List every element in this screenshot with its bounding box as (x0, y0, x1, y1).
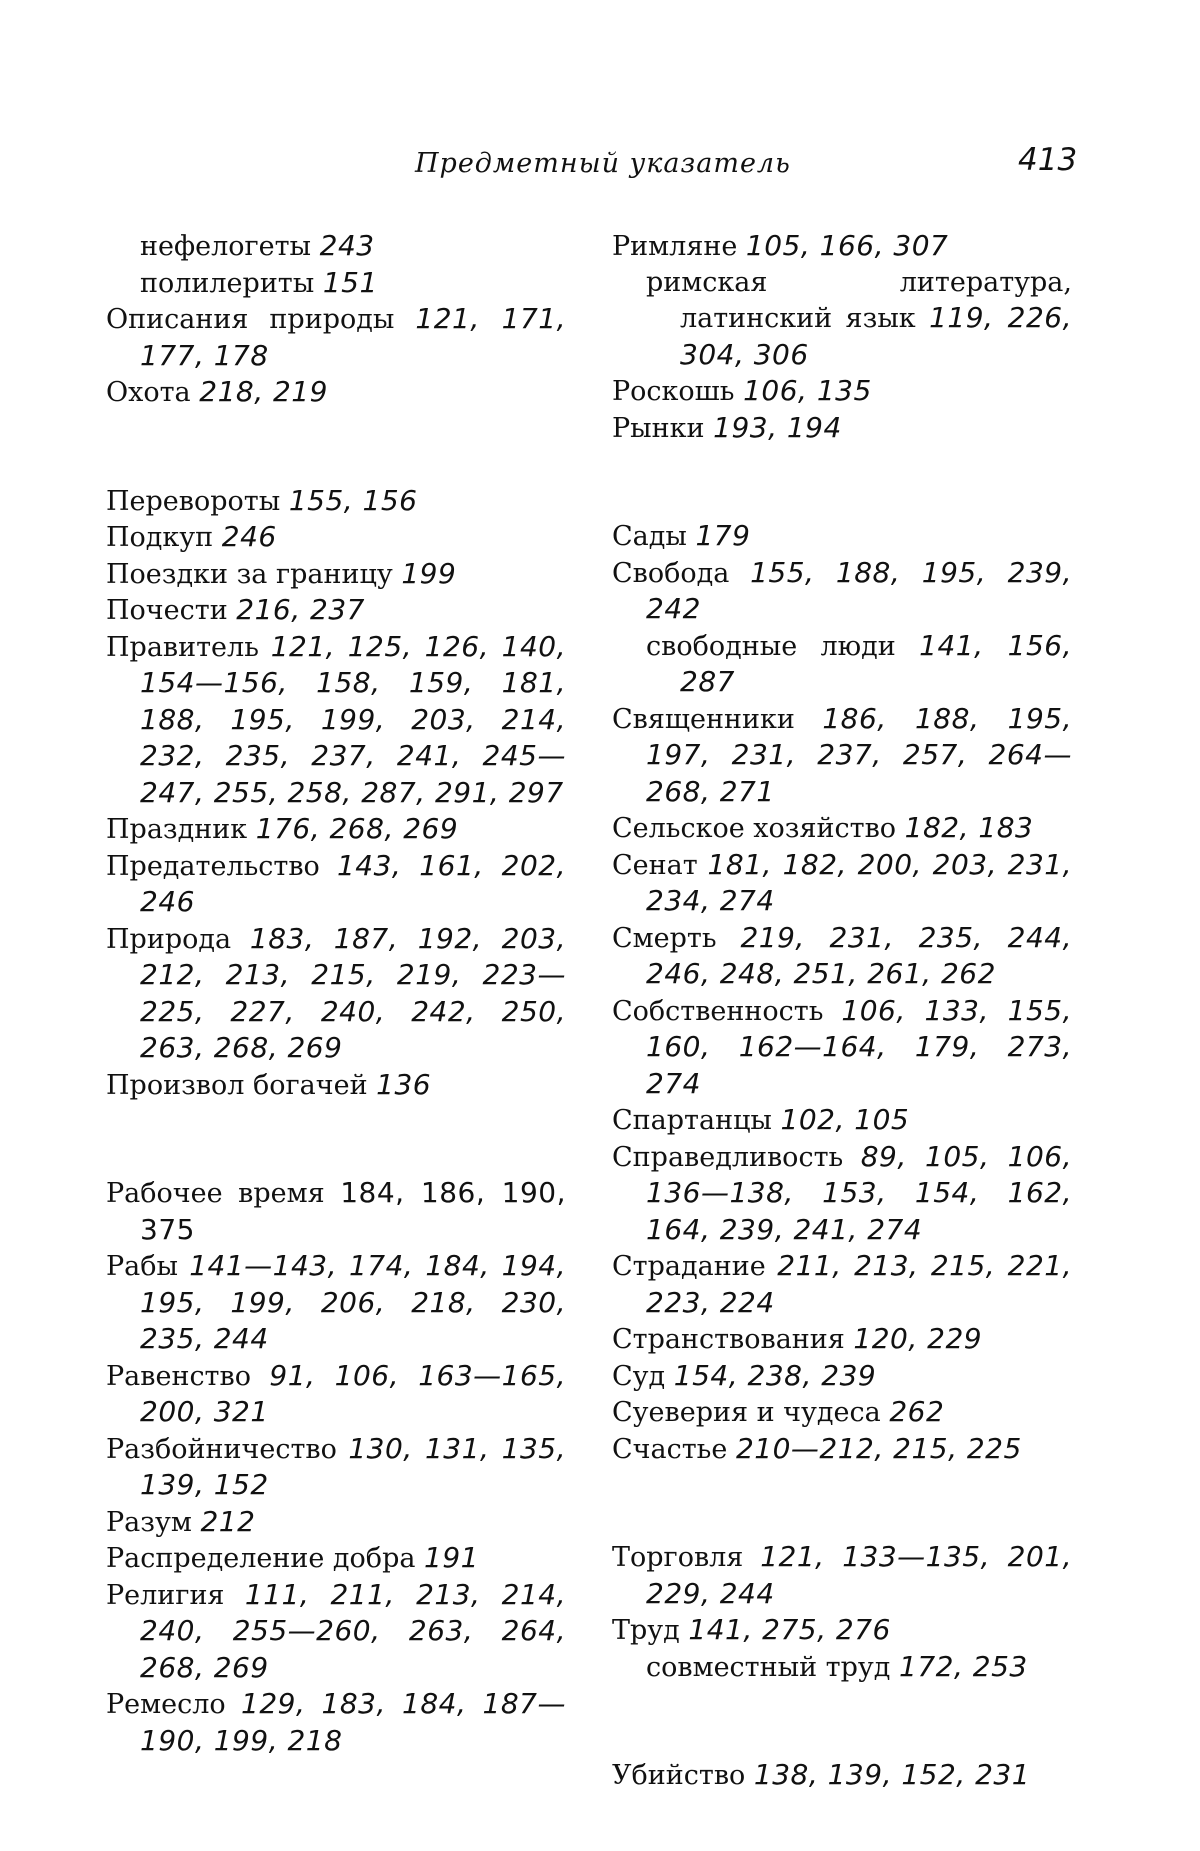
index-term: Счастье (612, 1433, 728, 1465)
index-term: Распределение добра (106, 1543, 416, 1574)
index-term: Ремесло (106, 1689, 226, 1720)
index-page-refs: 176, 268, 269 (255, 812, 459, 845)
index-page-refs: 262 (889, 1395, 945, 1428)
index-page-refs: 210—212, 215, 225 (735, 1431, 1022, 1465)
index-term: Охота (106, 377, 191, 408)
index-term: полилериты (140, 267, 315, 299)
index-page-refs: 136 (376, 1067, 432, 1101)
index-page-refs: 111, 211, 213, 214, 240, 255—260, 263, 264, 268, 269 (140, 1577, 567, 1684)
index-page-refs: 129, 183, 184, 187—190, 199, 218 (140, 1687, 566, 1757)
index-entry (612, 373, 1072, 410)
index-page-refs: 121, 171, 177, 178 (140, 302, 566, 372)
letter-group-gap (106, 1103, 566, 1175)
index-entry (106, 301, 566, 374)
index-entry (106, 629, 566, 812)
index-entry (106, 1358, 566, 1431)
index-term: свободные люди (646, 630, 896, 662)
index-page-refs: 102, 105 (780, 1103, 910, 1136)
index-entry (106, 592, 566, 629)
index-term: Равенство (106, 1360, 251, 1392)
index-entry (612, 993, 1072, 1103)
index-term: Разбойничество (106, 1433, 337, 1465)
index-page-refs: 141—143, 174, 184, 194, 195, 199, 206, 218, 230, 235, 244 (140, 1249, 566, 1355)
index-page-refs: 216, 237 (236, 593, 365, 626)
index-entry (106, 519, 566, 556)
index-page-refs: 179 (695, 519, 751, 552)
index-page-refs: 182, 183 (904, 811, 1034, 844)
index-entry (612, 1394, 1072, 1431)
index-page-refs: 154, 238, 239 (673, 1358, 877, 1392)
index-term: Подкуп (106, 522, 214, 553)
index-term: Убийство (612, 1760, 746, 1791)
index-page-refs: 141, 156, 287 (680, 628, 1072, 698)
index-term: Спартанцы (612, 1105, 772, 1136)
index-entry (106, 483, 566, 520)
index-entry (612, 1358, 1072, 1395)
index-term: Справедливость (612, 1141, 844, 1173)
letter-group-gap (106, 411, 566, 483)
index-term: Рабочее время (106, 1178, 325, 1209)
index-term: Праздник (106, 814, 248, 845)
index-page-refs: 199 (401, 556, 457, 590)
index-entry (612, 701, 1072, 811)
index-term: Почести (106, 595, 228, 626)
index-term: Поездки за границу (106, 558, 393, 590)
index-term: Правитель (106, 631, 259, 663)
index-page-refs: 184, 186, 190, 375 (140, 1176, 566, 1246)
index-page-refs: 143, 161, 202, 246 (140, 848, 566, 918)
index-entry (612, 810, 1072, 847)
index-entry (612, 1539, 1072, 1612)
index-page-refs: 193, 194 (713, 410, 842, 444)
index-entry (106, 1577, 566, 1687)
index-page-refs: 218, 219 (199, 375, 328, 408)
index-term: Собственность (612, 995, 824, 1027)
index-page-refs: 172, 253 (899, 1649, 1028, 1683)
index-term: Сады (612, 521, 687, 552)
index-term: Труд (612, 1615, 680, 1646)
index-page-refs: 121, 133—135, 201, 229, 244 (646, 1540, 1072, 1610)
index-page-refs: 155, 156 (288, 483, 418, 517)
index-term: Смерть (612, 922, 717, 954)
index-term: Странствования (612, 1324, 845, 1355)
index-page-refs: 243 (319, 229, 375, 262)
index-term: Священники (612, 703, 795, 735)
index-entry (612, 1102, 1072, 1139)
index-term: Произвол богачей (106, 1069, 368, 1101)
index-term: Роскошь (612, 376, 735, 407)
index-term: Сельское хозяйство (612, 813, 897, 844)
index-page-refs: 191 (424, 1541, 479, 1574)
index-subentry (612, 265, 1072, 374)
index-page-refs: 151 (322, 265, 378, 299)
index-term: Религия (106, 1579, 225, 1611)
index-page-refs: 219, 231, 235, 244, 246, 248, 251, 261, 262 (646, 920, 1072, 990)
letter-group-gap (612, 446, 1072, 518)
index-entry (106, 1686, 566, 1759)
index-term: Торговля (612, 1542, 744, 1573)
index-page-refs: 106, 135 (743, 374, 872, 407)
index-entry (106, 848, 566, 921)
index-entry (612, 847, 1072, 920)
index-entry (106, 1504, 566, 1541)
index-page-refs: 211, 213, 215, 221, 223, 224 (646, 1249, 1072, 1319)
index-subentry (106, 228, 566, 265)
index-term: Римляне (612, 231, 738, 262)
index-term: совместный труд (646, 1651, 891, 1683)
index-term: Природа (106, 923, 232, 955)
index-page-refs: 141, 275, 276 (688, 1613, 891, 1646)
index-entry (106, 1431, 566, 1504)
letter-group-gap (612, 1685, 1072, 1757)
index-page-refs: 246 (221, 520, 277, 553)
index-entry (612, 555, 1072, 628)
index-entry (612, 518, 1072, 555)
index-entry (612, 1612, 1072, 1649)
index-entry (612, 1248, 1072, 1321)
page-number: 413 (1018, 142, 1078, 178)
index-entry (612, 1431, 1072, 1468)
index-entry (106, 556, 566, 593)
index-page-refs: 181, 182, 200, 203, 231, 234, 274 (646, 847, 1072, 917)
index-entry (612, 1757, 1072, 1794)
index-entry (106, 1540, 566, 1577)
index-entry (612, 1139, 1072, 1249)
letter-group-gap (612, 1467, 1072, 1539)
index-subentry (106, 265, 566, 302)
index-term: римская литература, латинский язык (646, 266, 1072, 334)
index-column-left (106, 228, 566, 1759)
index-entry (612, 1321, 1072, 1358)
index-entry (106, 1067, 566, 1104)
index-term: Перевороты (106, 485, 281, 517)
index-column-right (612, 228, 1072, 1794)
index-term: Страдание (612, 1251, 766, 1282)
index-page-refs: 130, 131, 135, 139, 152 (140, 1431, 566, 1501)
index-page-refs: 155, 188, 195, 239, 242 (646, 555, 1072, 625)
index-page-refs: 91, 106, 163—165, 200, 321 (140, 1358, 566, 1428)
index-page-refs: 138, 139, 152, 231 (753, 1758, 1031, 1791)
index-term: Описания природы (106, 304, 395, 335)
index-page-refs: 186, 188, 195, 197, 231, 237, 257, 264—268, 271 (646, 701, 1072, 808)
index-term: Суеверия и чудеса (612, 1397, 881, 1428)
running-title: Предметный указатель (415, 148, 791, 179)
index-page-refs: 120, 229 (853, 1322, 983, 1355)
index-subentry (612, 628, 1072, 701)
index-term: Свобода (612, 557, 730, 589)
index-entry (612, 228, 1072, 265)
index-term: Предательство (106, 850, 320, 882)
index-term: Рынки (612, 412, 705, 444)
index-entry (106, 374, 566, 411)
index-page-refs: 183, 187, 192, 203, 212, 213, 215, 219, 223—225, 227, 240, 242, 250, 263, 268, 269 (140, 921, 567, 1064)
index-page-refs: 106, 133, 155, 160, 162—164, 179, 273, 274 (646, 993, 1072, 1100)
index-page-refs: 89, 105, 106, 136—138, 153, 154, 162, 164, 239, 241, 274 (646, 1139, 1072, 1246)
index-term: Суд (612, 1360, 666, 1392)
index-entry (106, 1248, 566, 1358)
index-term: Рабы (106, 1251, 179, 1282)
index-page-refs: 212 (200, 1504, 256, 1538)
index-entry (106, 921, 566, 1067)
index-page-refs: 119, 226, 304, 306 (680, 301, 1072, 371)
index-term: нефелогеты (140, 231, 312, 262)
index-entry (612, 410, 1072, 447)
index-subentry (612, 1649, 1072, 1686)
index-page-refs: 105, 166, 307 (745, 229, 949, 262)
index-page-refs: 121, 125, 126, 140, 154—156, 158, 159, 181, 188, 195, 199, 203, 214, 232, 235, 237, 241, 245—247, 255, 258, 287, 291, 297 (140, 629, 566, 809)
index-term: Сенат (612, 849, 698, 881)
index-entry (106, 1175, 566, 1248)
index-term: Разум (106, 1506, 192, 1538)
index-entry (612, 920, 1072, 993)
index-entry (106, 811, 566, 848)
